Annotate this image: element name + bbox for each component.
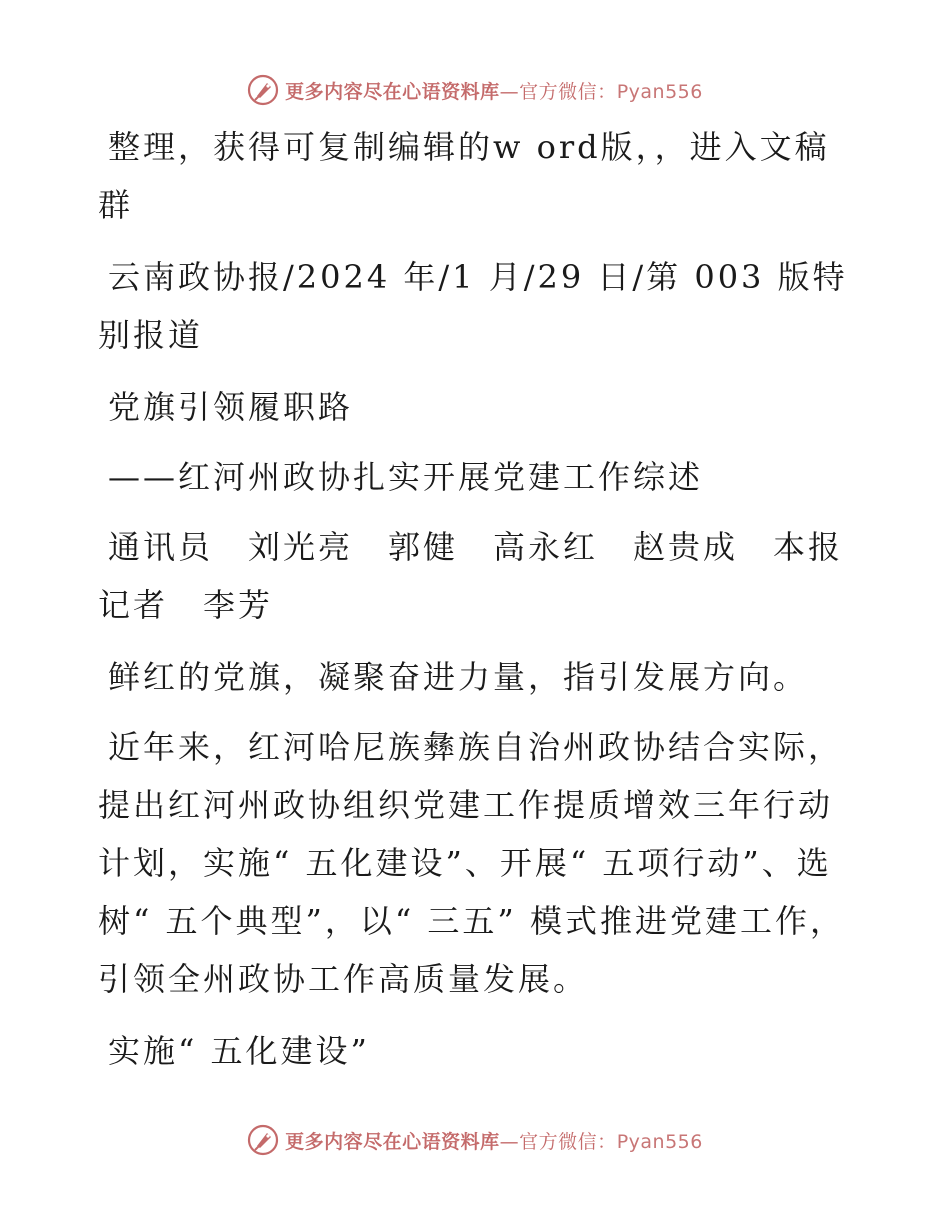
watermark-text [285, 77, 703, 104]
watermark-contact-label: 官方微信： [519, 1130, 617, 1153]
paragraph-lead: 鲜红的党旗，凝聚奋进力量，指引发展方向。 [108, 658, 809, 696]
footer-watermark [0, 1120, 950, 1160]
watermark-dash: — [499, 1130, 520, 1153]
paragraph-source: 云南政协报/2024 年/1 月/29 日/第 003 版特别报道 [98, 258, 848, 354]
watermark-contact-label: 官方微信： [519, 80, 617, 103]
pen-nib-logo-icon [247, 74, 279, 106]
pen-nib-logo-icon [247, 1124, 279, 1156]
watermark-contact-id: Pyan556 [616, 1130, 703, 1153]
watermark-site-text: 更多内容尽在心语资料库 [285, 80, 500, 103]
watermark-text [285, 1127, 703, 1154]
article-byline: 通讯员 刘光亮 郭健 高永红 赵贵成 本报记者 李芳 [98, 528, 844, 624]
watermark-dash: — [499, 80, 520, 103]
paragraph-note: 整理，获得可复制编辑的w ord版，，进入文稿群 [98, 128, 830, 224]
watermark-site-text: 更多内容尽在心语资料库 [285, 1130, 500, 1153]
paragraph-body: 近年来，红河哈尼族彝族自治州政协结合实际，提出红河州政协组织党建工作提质增效三年行动计划，实施“ 五化建设”、开展“ 五项行动”、选树“ 五个典型”，以“ 三五” 模式推进党建工作，引领全州政协工作高质量发展。 [98, 728, 845, 998]
watermark-group [247, 1124, 703, 1156]
watermark-contact-id: Pyan556 [616, 80, 703, 103]
header-watermark [0, 70, 950, 110]
section-heading: 实施“ 五化建设” [108, 1032, 370, 1070]
article-title: 党旗引领履职路 [108, 388, 354, 426]
document-body [98, 118, 858, 1094]
article-subtitle: ——红河州政协扎实开展党建工作综述 [108, 458, 704, 496]
watermark-group [247, 74, 703, 106]
